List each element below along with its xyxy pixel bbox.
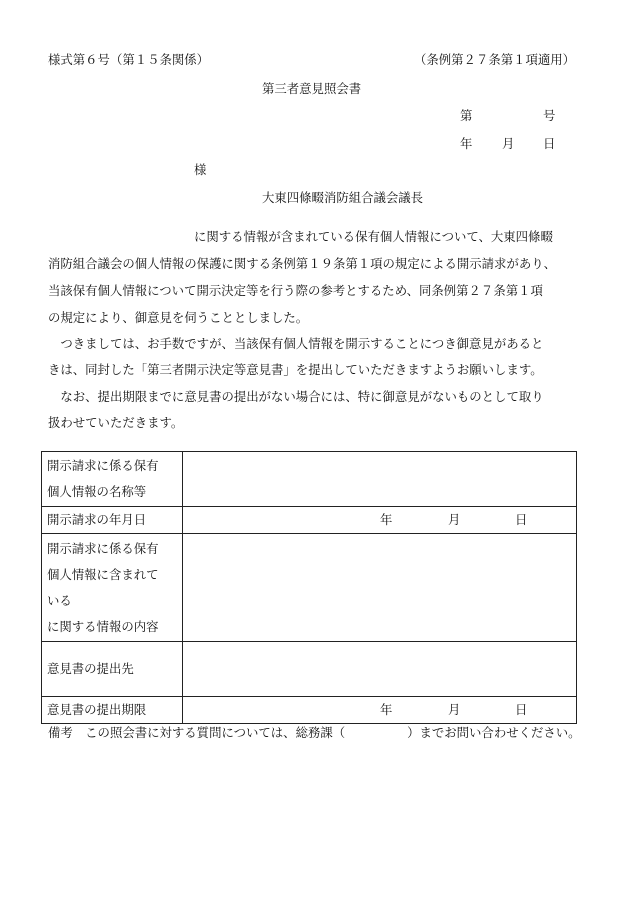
requested-info-name-value (183, 452, 577, 507)
request-date-year: 年 (380, 512, 393, 527)
request-date-value (183, 507, 577, 534)
form-label: 様式第６号（第１５条関係） (48, 52, 210, 67)
request-date-label: 開示請求の年月日 (42, 507, 183, 534)
body-line: きは、同封した「第三者開示決定等意見書」を提出していただきますようお願いします。 (48, 362, 543, 377)
label-line: いる (47, 592, 72, 608)
submission-destination-value (183, 642, 577, 697)
contained-info-value (183, 534, 577, 642)
body-line: 当該保有個人情報について開示決定等を行う際の参考とするため、同条例第２７条第１項 (48, 283, 543, 298)
date-month: 月 (502, 136, 515, 151)
label-line: 開示請求に係る保有 (47, 540, 159, 556)
body-line: に関する情報が含まれている保有個人情報について、大東四條畷 (194, 229, 553, 244)
requested-info-name-label (42, 452, 183, 507)
doc-number-suffix: 号 (543, 108, 556, 123)
request-date-day: 日 (515, 512, 528, 527)
table-row (42, 534, 577, 642)
addressee-suffix: 様 (194, 162, 207, 177)
body-line: 消防組合議会の個人情報の保護に関する条例第１９条第１項の規定による開示請求があり、 (48, 256, 557, 271)
label-line: 開示請求に係る保有 (47, 458, 159, 473)
table-row (42, 452, 577, 507)
deadline-year: 年 (380, 702, 393, 717)
body-line: の規定により、御意見を伺うこととしました。 (48, 310, 309, 325)
body-line: つきましては、お手数ですが、当該保有個人情報を開示することにつき御意見があると (48, 336, 544, 351)
deadline-day: 日 (515, 702, 528, 717)
label-line: 個人情報の名称等 (47, 484, 147, 499)
contained-info-label (42, 534, 183, 642)
date-year: 年 (460, 136, 473, 151)
body-line: 扱わせていただきます。 (48, 415, 184, 430)
sender-name: 大東四條畷消防組合議会議長 (262, 190, 424, 205)
date-day: 日 (543, 136, 556, 151)
document-title: 第三者意見照会書 (262, 81, 362, 96)
table-row (42, 697, 577, 724)
label-line: 個人情報に含まれて (47, 566, 159, 582)
body-line: なお、提出期限までに意見書の提出がない場合には、特に御意見がないものとして取り (48, 389, 544, 404)
label-line: に関する情報の内容 (47, 618, 159, 634)
request-date-month: 月 (448, 512, 461, 527)
table-row (42, 507, 577, 534)
table-row (42, 642, 577, 697)
deadline-month: 月 (448, 702, 461, 717)
remark-note: 備考 この照会書に対する質問については、総務課（ ）までお問い合わせください。 (48, 725, 581, 740)
submission-deadline-label: 意見書の提出期限 (42, 697, 183, 724)
doc-number-prefix: 第 (460, 108, 473, 123)
form-reference: （条例第２７条第１項適用） (414, 52, 576, 67)
submission-destination-label: 意見書の提出先 (42, 642, 183, 697)
submission-deadline-value (183, 697, 577, 724)
request-info-table (41, 451, 577, 724)
